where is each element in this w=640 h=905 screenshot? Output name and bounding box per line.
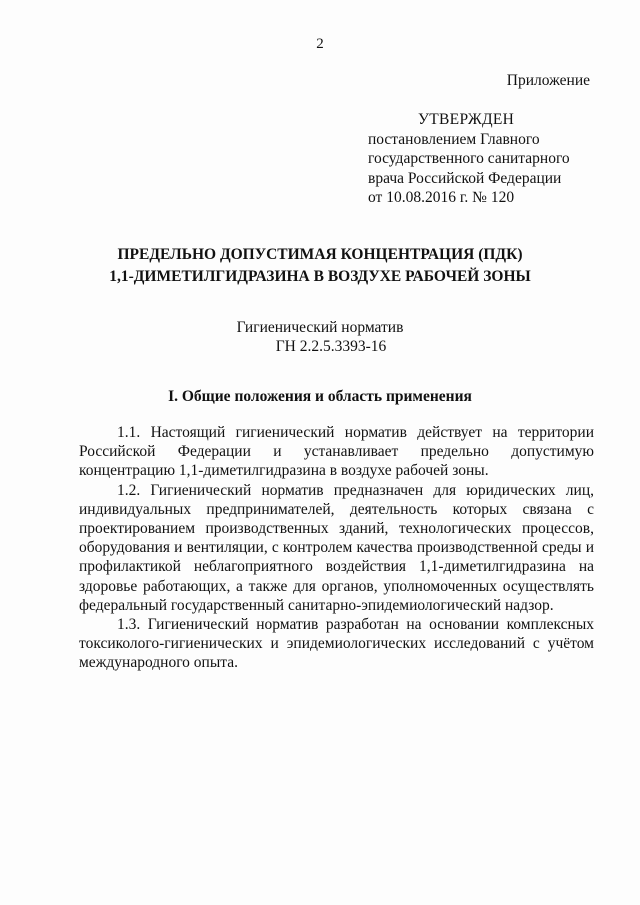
norm-type: Гигиенический норматив bbox=[236, 319, 404, 336]
section-body bbox=[79, 423, 594, 673]
document-title-line: 1,1-ДИМЕТИЛГИДРАЗИНА В ВОЗДУХЕ РАБОЧЕЙ ЗОНЫ bbox=[109, 268, 531, 285]
document-title bbox=[0, 244, 640, 288]
section-title: I. Общие положения и область применения bbox=[168, 388, 472, 405]
approval-block bbox=[368, 110, 608, 208]
appendix-label: Приложение bbox=[506, 72, 590, 89]
norm-code: ГН 2.2.5.3393-16 bbox=[275, 338, 387, 355]
paragraph-1-2: 1.2. Гигиенический норматив предназначен для юридических лиц, индивидуальных предпринимателей, деятельность которых связана с проектированием производственных зданий, технологических процессов, оборудования и вентиляции, с контролем качества производственной среды и профилактикой неблагоприятного воздействия 1,1-диметилгидразина на здоровье работающих, а также для органов, уполномоченных осуществлять федеральный государственный санитарно-эпидемиологический надзор. bbox=[79, 481, 594, 614]
paragraph-1-1: 1.1. Настоящий гигиенический норматив действует на территории Российской Федерации и устанавливает предельно допустимую концентрацию 1,1-диметилгидразина в воздухе рабочей зоны. bbox=[79, 424, 594, 480]
approval-line: врача Российской Федерации bbox=[368, 169, 562, 187]
approval-line: постановлением Главного bbox=[368, 130, 540, 148]
norm-designation bbox=[0, 318, 640, 356]
document-title-line: ПРЕДЕЛЬНО ДОПУСТИМАЯ КОНЦЕНТРАЦИЯ (ПДК) bbox=[117, 246, 523, 263]
paragraph-1-3: 1.3. Гигиенический норматив разработан на основании комплексных токсиколого-гигиенических и эпидемиологических исследований с учётом международного опыта. bbox=[79, 616, 594, 672]
approval-head: УТВЕРЖДЕН bbox=[418, 111, 515, 128]
approval-line: от 10.08.2016 г. № 120 bbox=[368, 189, 515, 206]
page-number: 2 bbox=[316, 36, 324, 52]
approval-line: государственного санитарного bbox=[368, 150, 570, 167]
